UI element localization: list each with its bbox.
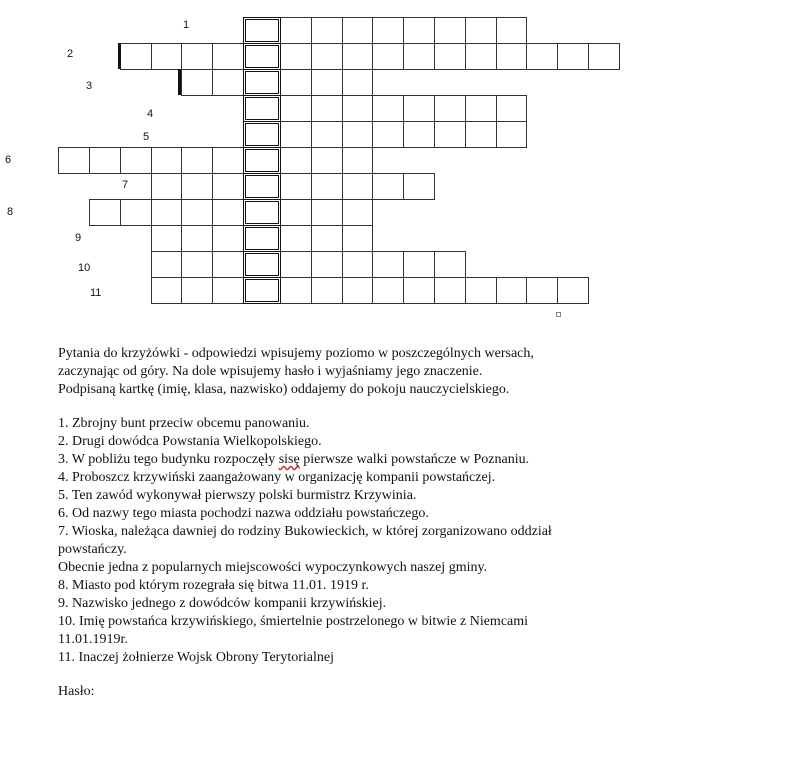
grid-cell[interactable] — [342, 251, 374, 278]
grid-cell[interactable] — [403, 251, 435, 278]
intro-line: Pytania do krzyżówki - odpowiedzi wpisujemy poziomo w poszczególnych wersach, — [58, 346, 534, 361]
question-2: 2. Drugi dowódca Powstania Wielkopolskiego. — [58, 434, 322, 449]
grid-cell[interactable] — [181, 173, 213, 200]
grid-cell[interactable] — [151, 199, 183, 226]
grid-cell[interactable] — [280, 225, 312, 252]
grid-cell[interactable] — [181, 251, 213, 278]
row-number-5: 5 — [143, 131, 150, 143]
grid-cell[interactable] — [212, 173, 244, 200]
grid-cell[interactable] — [434, 277, 466, 304]
row-number-3: 3 — [86, 80, 93, 92]
question-7-cont: powstańczy. — [58, 542, 127, 557]
grid-cell[interactable] — [465, 43, 497, 70]
password-cell[interactable] — [243, 225, 281, 252]
corner-handle — [556, 312, 561, 317]
password-cell[interactable] — [243, 251, 281, 278]
grid-cell[interactable] — [181, 199, 213, 226]
row-number-4: 4 — [147, 108, 154, 120]
grid-cell[interactable] — [212, 277, 244, 304]
question-10-cont: 11.01.1919r. — [58, 632, 128, 647]
grid-cell[interactable] — [403, 121, 435, 148]
grid-cell[interactable] — [342, 121, 374, 148]
grid-cell[interactable] — [372, 95, 404, 122]
grid-cell[interactable] — [496, 43, 528, 70]
grid-cell[interactable] — [342, 17, 374, 44]
grid-cell[interactable] — [280, 17, 312, 44]
grid-cell[interactable] — [372, 17, 404, 44]
grid-cell[interactable] — [311, 251, 343, 278]
grid-cell[interactable] — [465, 95, 497, 122]
password-cell[interactable] — [243, 95, 281, 122]
grid-cell[interactable] — [434, 95, 466, 122]
intro-line: Podpisaną kartkę (imię, klasa, nazwisko) oddajemy do pokoju nauczycielskiego. — [58, 382, 510, 397]
password-cell[interactable] — [243, 277, 281, 304]
grid-cell[interactable] — [311, 147, 343, 174]
password-cell[interactable] — [243, 69, 281, 96]
grid-cell[interactable] — [372, 277, 404, 304]
grid-cell[interactable] — [280, 121, 312, 148]
grid-cell[interactable] — [342, 95, 374, 122]
grid-cell[interactable] — [403, 95, 435, 122]
grid-cell[interactable] — [557, 43, 589, 70]
grid-cell[interactable] — [403, 277, 435, 304]
grid-cell[interactable] — [465, 121, 497, 148]
grid-cell[interactable] — [311, 277, 343, 304]
grid-cell[interactable] — [434, 251, 466, 278]
grid-cell[interactable] — [342, 43, 374, 70]
grid-cell[interactable] — [496, 277, 528, 304]
password-cell[interactable] — [243, 173, 281, 200]
question-3 — [58, 451, 778, 469]
grid-cell[interactable] — [311, 17, 343, 44]
grid-cell[interactable] — [342, 69, 374, 96]
grid-cell[interactable] — [403, 43, 435, 70]
grid-cell[interactable] — [372, 251, 404, 278]
grid-cell[interactable] — [280, 69, 312, 96]
grid-cell[interactable] — [151, 251, 183, 278]
grid-cell[interactable] — [342, 173, 374, 200]
grid-cell[interactable] — [526, 277, 558, 304]
grid-cell[interactable] — [311, 199, 343, 226]
grid-cell[interactable] — [496, 17, 528, 44]
grid-cell[interactable] — [280, 199, 312, 226]
grid-cell[interactable] — [280, 173, 312, 200]
grid-cell[interactable] — [120, 43, 152, 70]
password-cell[interactable] — [243, 17, 281, 44]
grid-cell[interactable] — [403, 17, 435, 44]
grid-cell[interactable] — [311, 43, 343, 70]
password-label: Hasło: — [58, 684, 95, 699]
grid-cell[interactable] — [181, 43, 213, 70]
grid-cell[interactable] — [212, 225, 244, 252]
grid-cell[interactable] — [181, 277, 213, 304]
grid-cell[interactable] — [212, 251, 244, 278]
row-number-11: 11 — [90, 287, 102, 299]
question-11: 11. Inaczej żołnierze Wojsk Obrony Terytorialnej — [58, 650, 334, 665]
grid-cell[interactable] — [120, 147, 152, 174]
grid-cell[interactable] — [212, 69, 244, 96]
grid-cell[interactable] — [342, 147, 374, 174]
intro-line: zaczynając od góry. Na dole wpisujemy hasło i wyjaśniamy jego znaczenie. — [58, 364, 483, 379]
question-6: 6. Od nazwy tego miasta pochodzi nazwa oddziału powstańczego. — [58, 506, 429, 521]
password-cell[interactable] — [243, 199, 281, 226]
grid-cell[interactable] — [280, 251, 312, 278]
grid-cell[interactable] — [465, 17, 497, 44]
grid-cell[interactable] — [151, 173, 183, 200]
row-edge-mark — [178, 69, 181, 95]
row-edge-mark — [118, 43, 121, 69]
grid-cell[interactable] — [151, 147, 183, 174]
password-cell[interactable] — [243, 121, 281, 148]
question-7: 7. Wioska, należąca dawniej do rodziny Bukowieckich, w której zorganizowano oddział — [58, 524, 552, 539]
grid-cell[interactable] — [496, 121, 528, 148]
grid-cell[interactable] — [434, 43, 466, 70]
question-3-pre: 3. W pobliżu tego budynku rozpoczęły — [58, 452, 279, 467]
grid-cell[interactable] — [181, 225, 213, 252]
row-number-7: 7 — [122, 179, 129, 191]
question-10: 10. Imię powstańca krzywińskiego, śmiertelnie postrzelonego w bitwie z Niemcami — [58, 614, 529, 629]
question-5: 5. Ten zawód wykonywał pierwszy polski burmistrz Krzywinia. — [58, 488, 417, 503]
grid-cell[interactable] — [280, 147, 312, 174]
spelling-error-word: sisę — [278, 452, 300, 467]
grid-cell[interactable] — [342, 225, 374, 252]
grid-cell[interactable] — [89, 199, 121, 226]
grid-cell[interactable] — [526, 43, 558, 70]
grid-cell[interactable] — [151, 43, 183, 70]
crossword-grid — [0, 0, 800, 330]
grid-cell[interactable] — [372, 43, 404, 70]
row-number-10: 10 — [78, 262, 91, 274]
question-8: 8. Miasto pod którym rozegrała się bitwa 11.01. 1919 r. — [58, 578, 369, 593]
grid-cell[interactable] — [212, 147, 244, 174]
grid-cell[interactable] — [311, 95, 343, 122]
grid-cell[interactable] — [372, 121, 404, 148]
grid-cell[interactable] — [403, 173, 435, 200]
grid-cell[interactable] — [280, 277, 312, 304]
grid-cell[interactable] — [372, 173, 404, 200]
grid-cell[interactable] — [434, 17, 466, 44]
question-3-post: pierwsze walki powstańcze w Poznaniu. — [299, 452, 530, 467]
row-number-2: 2 — [67, 48, 74, 60]
question-9: 9. Nazwisko jednego z dowódców kompanii krzywińskiej. — [58, 596, 387, 611]
grid-cell[interactable] — [342, 199, 374, 226]
grid-cell[interactable] — [58, 147, 90, 174]
row-number-6: 6 — [5, 154, 12, 166]
grid-cell[interactable] — [212, 43, 244, 70]
grid-cell[interactable] — [434, 121, 466, 148]
grid-cell[interactable] — [311, 225, 343, 252]
grid-cell[interactable] — [120, 199, 152, 226]
grid-cell[interactable] — [311, 173, 343, 200]
grid-cell[interactable] — [280, 43, 312, 70]
grid-cell[interactable] — [151, 225, 183, 252]
grid-cell[interactable] — [151, 277, 183, 304]
row-number-9: 9 — [75, 232, 82, 244]
grid-cell[interactable] — [311, 69, 343, 96]
row-number-1: 1 — [183, 19, 190, 31]
grid-cell[interactable] — [557, 277, 589, 304]
row-number-8: 8 — [7, 206, 14, 218]
password-cell[interactable] — [243, 43, 281, 70]
question-1: 1. Zbrojny bunt przeciw obcemu panowaniu. — [58, 416, 310, 431]
grid-cell[interactable] — [342, 277, 374, 304]
grid-cell[interactable] — [311, 121, 343, 148]
grid-cell[interactable] — [181, 147, 213, 174]
instructions-block — [58, 345, 778, 701]
question-4: 4. Proboszcz krzywiński zaangażowany w organizację kompanii powstańczej. — [58, 470, 496, 485]
password-cell[interactable] — [243, 147, 281, 174]
grid-cell[interactable] — [280, 95, 312, 122]
grid-cell[interactable] — [496, 95, 528, 122]
grid-cell[interactable] — [465, 277, 497, 304]
grid-cell[interactable] — [212, 199, 244, 226]
grid-cell[interactable] — [89, 147, 121, 174]
grid-cell[interactable] — [181, 69, 213, 96]
grid-cell[interactable] — [588, 43, 620, 70]
question-7-note: Obecnie jedna z popularnych miejscowości wypoczynkowych naszej gminy. — [58, 560, 488, 575]
